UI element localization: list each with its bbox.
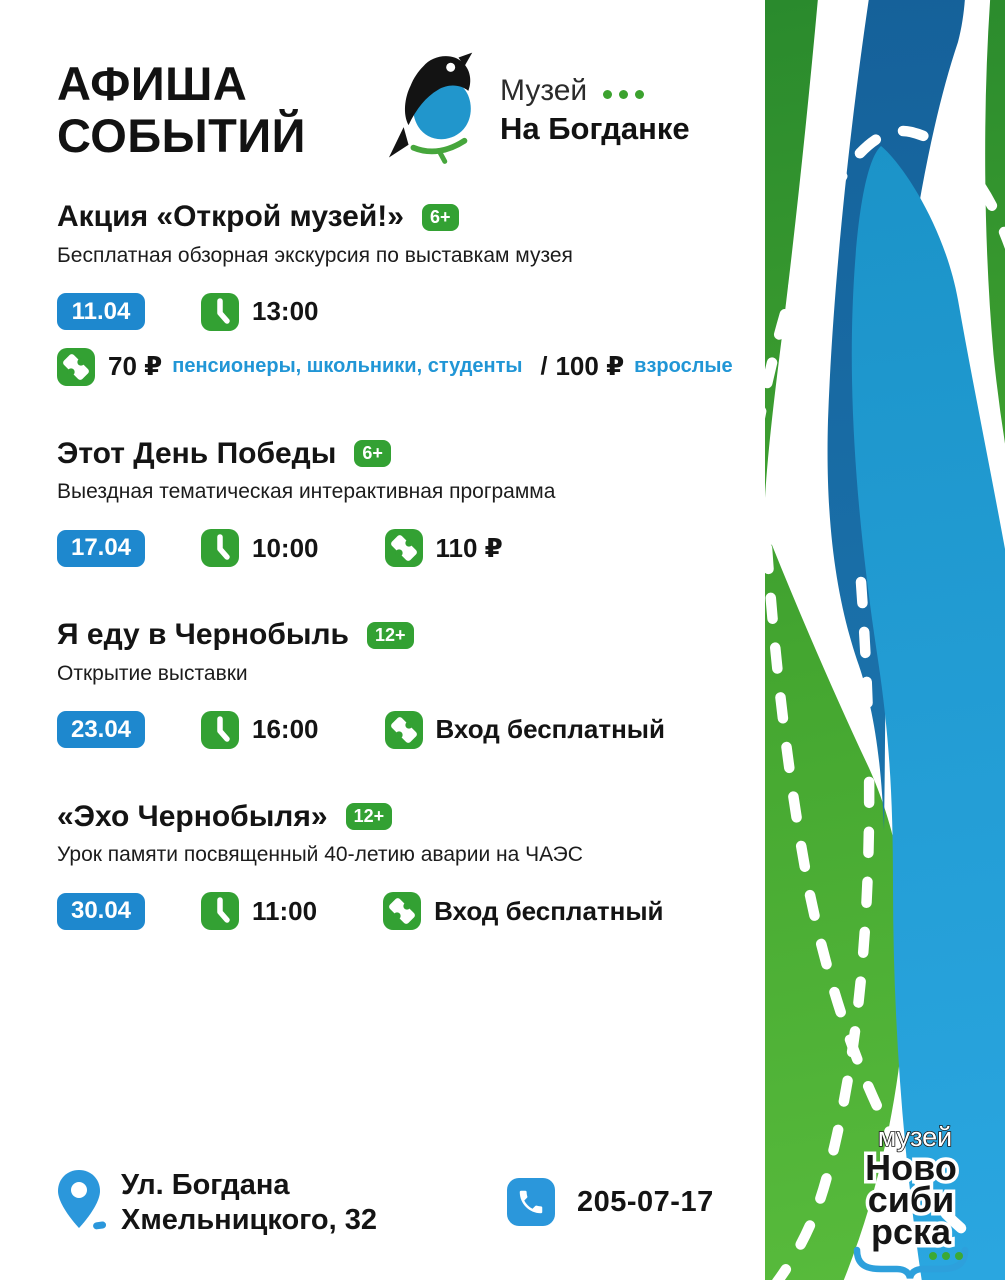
event-price-2: 100 ₽ (555, 351, 625, 381)
address-line1: Ул. Богдана (121, 1169, 290, 1201)
event-info-row (57, 710, 757, 750)
event-title: Я еду в Чернобыль (57, 618, 349, 651)
event-price: 110 ₽ (435, 532, 503, 563)
bird-logo-icon (386, 50, 484, 169)
event-time: 13:00 (252, 296, 319, 326)
event-card (57, 800, 757, 932)
address-line2: Хмельницкого, 32 (121, 1203, 377, 1236)
event-price: 70 ₽ (108, 351, 163, 381)
event-time: 11:00 (252, 895, 318, 926)
event-title-row (57, 200, 757, 235)
clock-icon (201, 892, 239, 930)
event-title: Этот День Победы (57, 436, 337, 470)
page-title (57, 58, 306, 161)
event-date-badge: 30.04 (57, 893, 145, 930)
address-block (55, 1168, 377, 1239)
event-time: 10:00 (252, 532, 319, 563)
svg-text:Ново: Ново (865, 1147, 957, 1188)
events-list (57, 200, 757, 931)
age-badge: 12+ (367, 622, 414, 649)
event-info-row (57, 292, 757, 332)
location-pin-icon (55, 1168, 107, 1239)
address-text (121, 1168, 377, 1238)
event-card (57, 437, 757, 569)
event-price: Вход бесплатный (435, 714, 665, 744)
event-title-row (57, 800, 757, 835)
clock-icon (201, 293, 239, 331)
museum-logo-text (500, 50, 690, 147)
event-price-row (57, 347, 757, 387)
clock-icon (201, 711, 239, 749)
event-title: «Эхо Чернобыля» (57, 799, 328, 833)
ticket-icon (383, 892, 421, 930)
age-badge: 6+ (422, 204, 459, 231)
museum-name-top: Музей (500, 74, 588, 107)
phone-icon (507, 1178, 555, 1226)
event-subtitle: Открытие выставки (57, 661, 248, 685)
event-subtitle: Урок памяти посвященный 40-летию аварии на ЧАЭС (57, 843, 583, 866)
event-title-row (57, 437, 757, 472)
event-date-badge: 23.04 (57, 711, 145, 748)
event-info-row (57, 528, 757, 568)
age-badge: 6+ (354, 440, 391, 467)
event-card (57, 618, 757, 750)
ticket-icon (385, 711, 423, 749)
decorative-band (765, 0, 1005, 1280)
event-subtitle: Выездная тематическая интерактивная программа (57, 480, 556, 503)
event-time: 16:00 (252, 714, 319, 744)
side-logo-top: музей (877, 1122, 953, 1152)
price-separator: / (540, 352, 548, 380)
clock-icon (201, 529, 239, 567)
phone-number: 205-07-17 (577, 1185, 714, 1218)
event-subtitle: Бесплатная обзорная экскурсия по выставкам музея (57, 243, 573, 267)
event-card (57, 200, 757, 387)
page-title-line2: СОБЫТИЙ (57, 108, 306, 162)
svg-text:сиби: сиби (867, 1179, 955, 1220)
page-title-line1: АФИША (57, 57, 248, 110)
event-price: Вход бесплатный (434, 895, 664, 926)
phone-block (507, 1178, 714, 1226)
museum-logo (386, 50, 690, 169)
event-title: Акция «Открой музей!» (57, 200, 404, 233)
logo-dots-icon (929, 1252, 963, 1260)
event-date-badge: 11.04 (57, 293, 145, 330)
svg-text:рска: рска (870, 1211, 952, 1252)
museum-name-bottom: На Богданке (500, 111, 690, 146)
logo-dots-icon (603, 90, 644, 99)
price-category-note: пенсионеры, школьники, студенты (172, 355, 523, 377)
price-category-note-2: взрослые (634, 355, 733, 377)
event-title-row (57, 618, 757, 653)
event-date-badge: 17.04 (57, 530, 145, 567)
age-badge: 12+ (346, 803, 393, 830)
event-info-row (57, 891, 757, 931)
ticket-icon (57, 348, 95, 386)
ticket-icon (385, 529, 423, 567)
